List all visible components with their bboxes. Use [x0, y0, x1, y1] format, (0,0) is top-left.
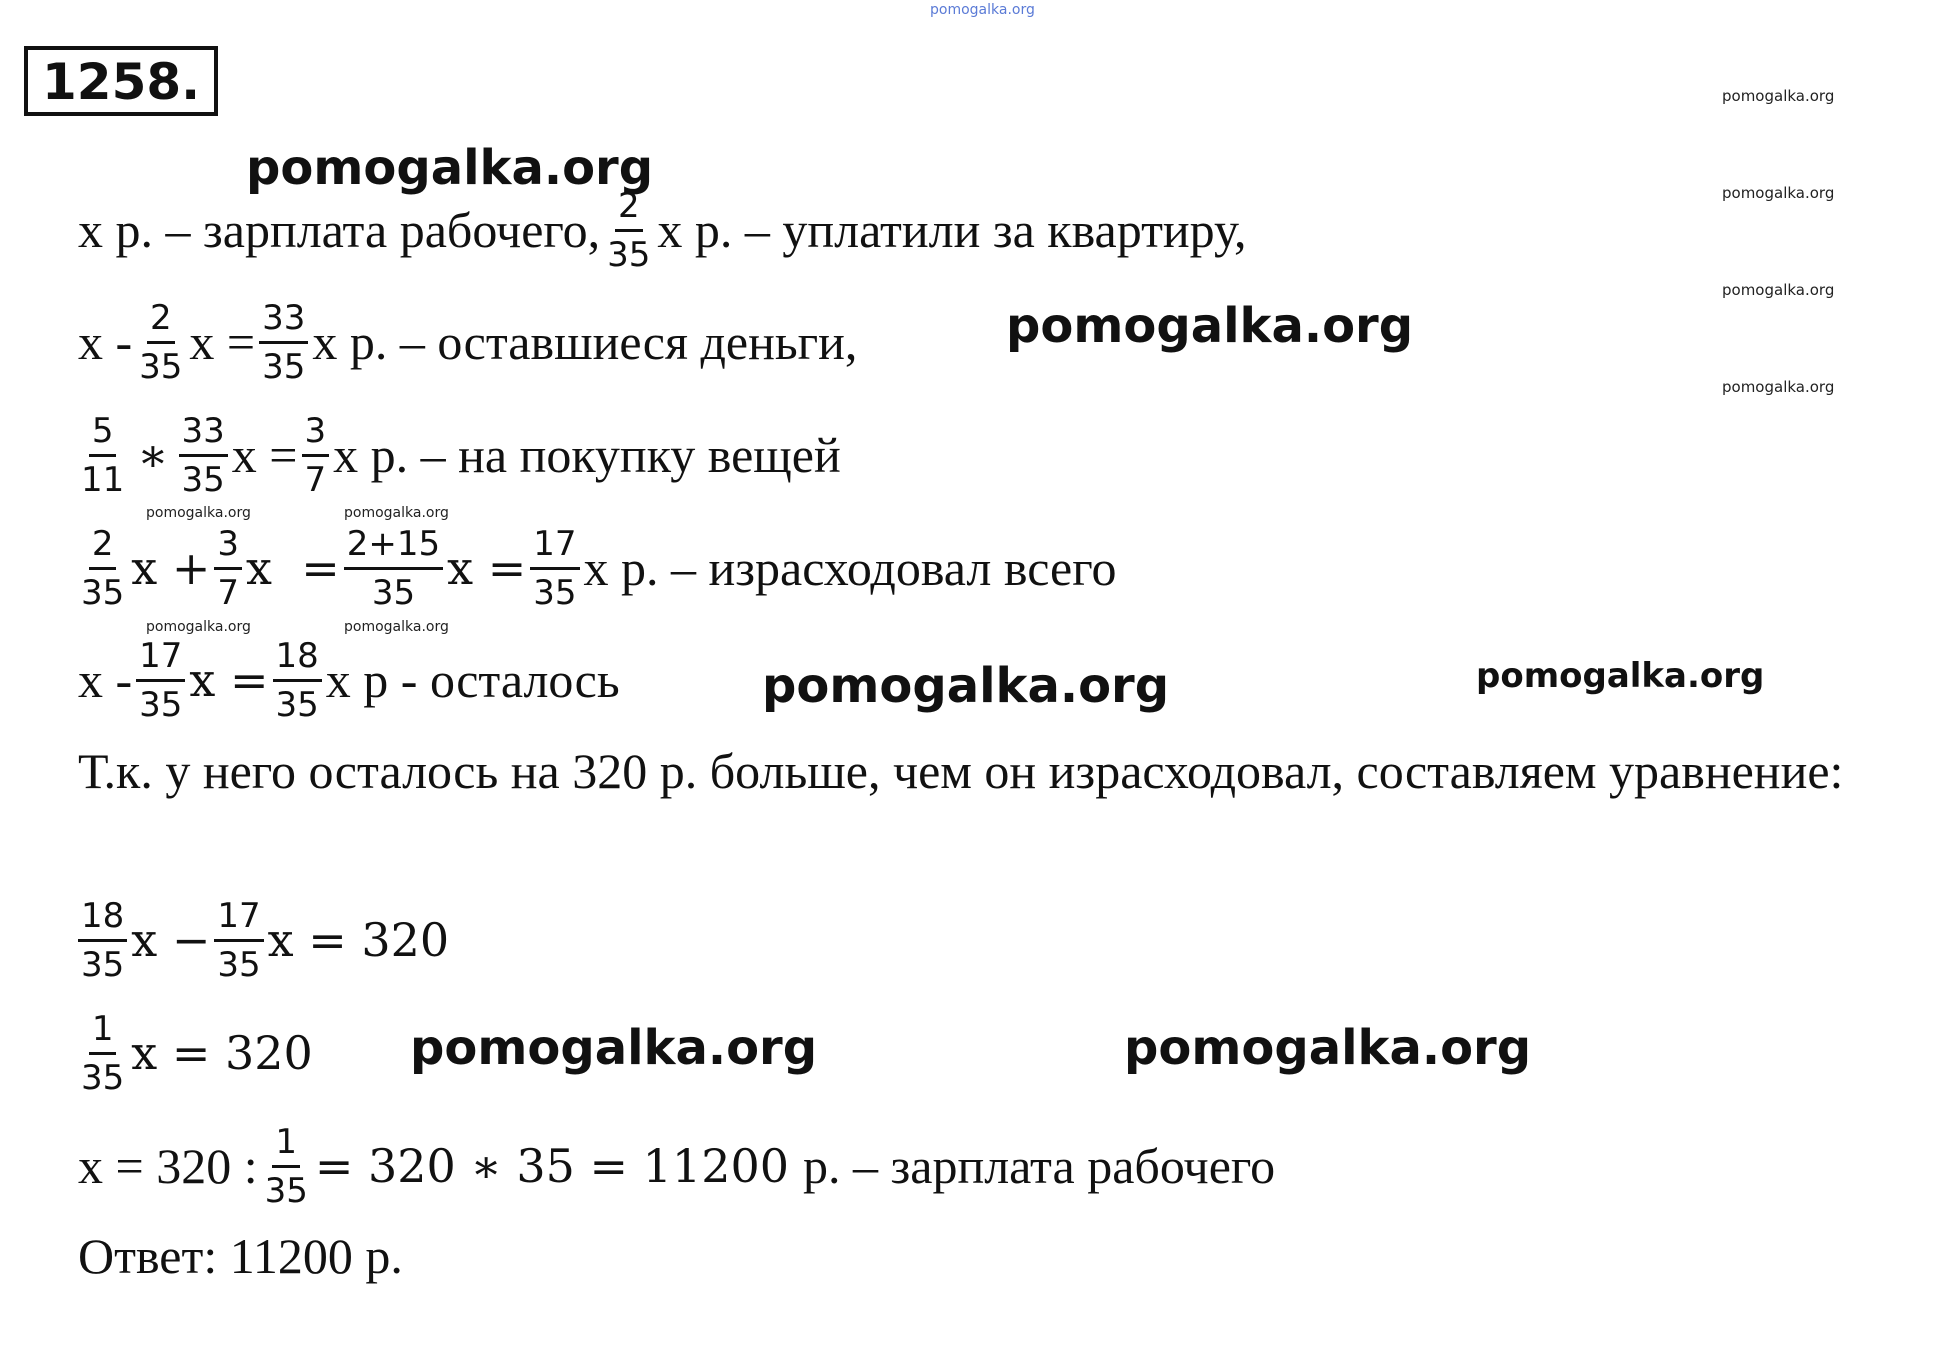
watermark-small-3: pomogalka.org: [146, 619, 251, 635]
numerator: 18: [78, 895, 127, 942]
denominator: 35: [275, 684, 319, 725]
line-3-text-c: х р. – на покупку вещей: [333, 427, 841, 483]
denominator: 35: [81, 1057, 125, 1098]
watermark-right-2: pomogalka.org: [1722, 184, 1835, 202]
line-4-text-b: х =: [246, 541, 340, 595]
denominator: 35: [139, 684, 183, 725]
line-1-text-b: х р. – уплатили за квартиру,: [657, 202, 1247, 258]
numerator: 18: [273, 635, 322, 682]
watermark-small-4: pomogalka.org: [344, 619, 449, 635]
numerator: 2: [89, 523, 117, 570]
line-salary: [78, 180, 1247, 280]
watermark-large-1: pomogalka.org: [246, 140, 654, 196]
line-7-text-a: х = 320: [131, 1026, 313, 1080]
equation: [78, 890, 449, 990]
numerator: 1: [89, 1008, 117, 1055]
line-8-text-c: р. – зарплата рабочего: [803, 1138, 1276, 1194]
line-5-text-b: х =: [189, 653, 269, 707]
line-4-text-a: х +: [131, 541, 211, 595]
numerator: 2+15: [344, 523, 443, 570]
numerator: 3: [214, 523, 242, 570]
watermark-right-4: pomogalka.org: [1722, 378, 1835, 396]
problem-number: 1258.: [24, 46, 218, 116]
numerator: 17: [136, 635, 185, 682]
line-2-text-a: х -: [78, 314, 133, 370]
line-5-text-c: х р - осталось: [325, 652, 620, 708]
fraction: [78, 523, 127, 614]
line-total-spent: [78, 518, 1116, 618]
line-2-text-b: х =: [189, 314, 256, 370]
fraction: [136, 635, 185, 726]
fraction: [78, 1008, 127, 1099]
numerator: 1: [272, 1121, 300, 1168]
solution-line: [78, 1116, 1275, 1216]
numerator: 17: [214, 895, 263, 942]
numerator: 2: [147, 297, 175, 344]
denominator: 35: [81, 944, 125, 985]
watermark-small-2: pomogalka.org: [344, 505, 449, 521]
line-remaining-money: [78, 292, 857, 392]
fraction: [604, 185, 653, 276]
denominator: 35: [533, 572, 577, 613]
fraction: [530, 523, 579, 614]
denominator: 7: [304, 459, 327, 500]
watermark-large-5: pomogalka.org: [1124, 1020, 1532, 1076]
numerator: 5: [89, 410, 117, 457]
fraction: [259, 297, 308, 388]
watermark-large-2: pomogalka.org: [1006, 298, 1414, 354]
line-purchases: [78, 405, 841, 505]
numerator: 33: [259, 297, 308, 344]
line-6-text-a: х −: [131, 913, 211, 967]
fraction: [78, 895, 127, 986]
fraction: [214, 523, 242, 614]
line-left-over: [78, 630, 620, 730]
denominator: 35: [139, 346, 183, 387]
denominator: 35: [217, 944, 261, 985]
denominator: 35: [181, 459, 225, 500]
watermark-top: pomogalka.org: [930, 2, 1035, 18]
watermark-medium-1: pomogalka.org: [1476, 656, 1765, 696]
line-4-text-d: х р. – израсходовал всего: [583, 540, 1117, 596]
watermark-large-4: pomogalka.org: [410, 1020, 818, 1076]
watermark-small-1: pomogalka.org: [146, 505, 251, 521]
watermark-large-3: pomogalka.org: [762, 658, 1170, 714]
watermark-right-1: pomogalka.org: [1722, 87, 1835, 105]
fraction: [179, 410, 228, 501]
watermark-right-3: pomogalka.org: [1722, 281, 1835, 299]
line-1-text-a: х р. – зарплата рабочего,: [78, 202, 601, 258]
numerator: 17: [530, 523, 579, 570]
line-8-text-a: х = 320 :: [78, 1138, 258, 1194]
denominator: 7: [217, 572, 240, 613]
equation-simplified: [78, 1003, 313, 1103]
denominator: 11: [81, 459, 125, 500]
numerator: 33: [179, 410, 228, 457]
fraction: [262, 1121, 311, 1212]
line-3-text-b: х =: [231, 427, 298, 483]
fraction: [273, 635, 322, 726]
fraction: [78, 410, 127, 501]
line-8-text-b: = 320 ∗ 35 = 11200: [314, 1139, 789, 1193]
denominator: 35: [371, 572, 416, 613]
numerator: 2: [615, 185, 643, 232]
denominator: 35: [81, 572, 125, 613]
fraction: [302, 410, 330, 501]
line-2-text-c: х р. – оставшиеся деньги,: [312, 314, 858, 370]
fraction: [344, 523, 443, 614]
denominator: 35: [262, 346, 306, 387]
multiply-sign: ∗: [137, 428, 169, 482]
denominator: 35: [607, 234, 651, 275]
line-6-text-b: х = 320: [267, 913, 450, 967]
fraction: [214, 895, 263, 986]
equation-intro: Т.к. у него осталось на 320 р. больше, чем он израсходовал, составляем уравнение:: [78, 743, 1844, 799]
fraction: [136, 297, 185, 388]
denominator: 35: [264, 1170, 308, 1211]
line-4-text-c: х =: [447, 541, 527, 595]
numerator: 3: [302, 410, 330, 457]
line-5-text-a: х -: [78, 652, 133, 708]
answer: Ответ: 11200 р.: [78, 1228, 403, 1284]
